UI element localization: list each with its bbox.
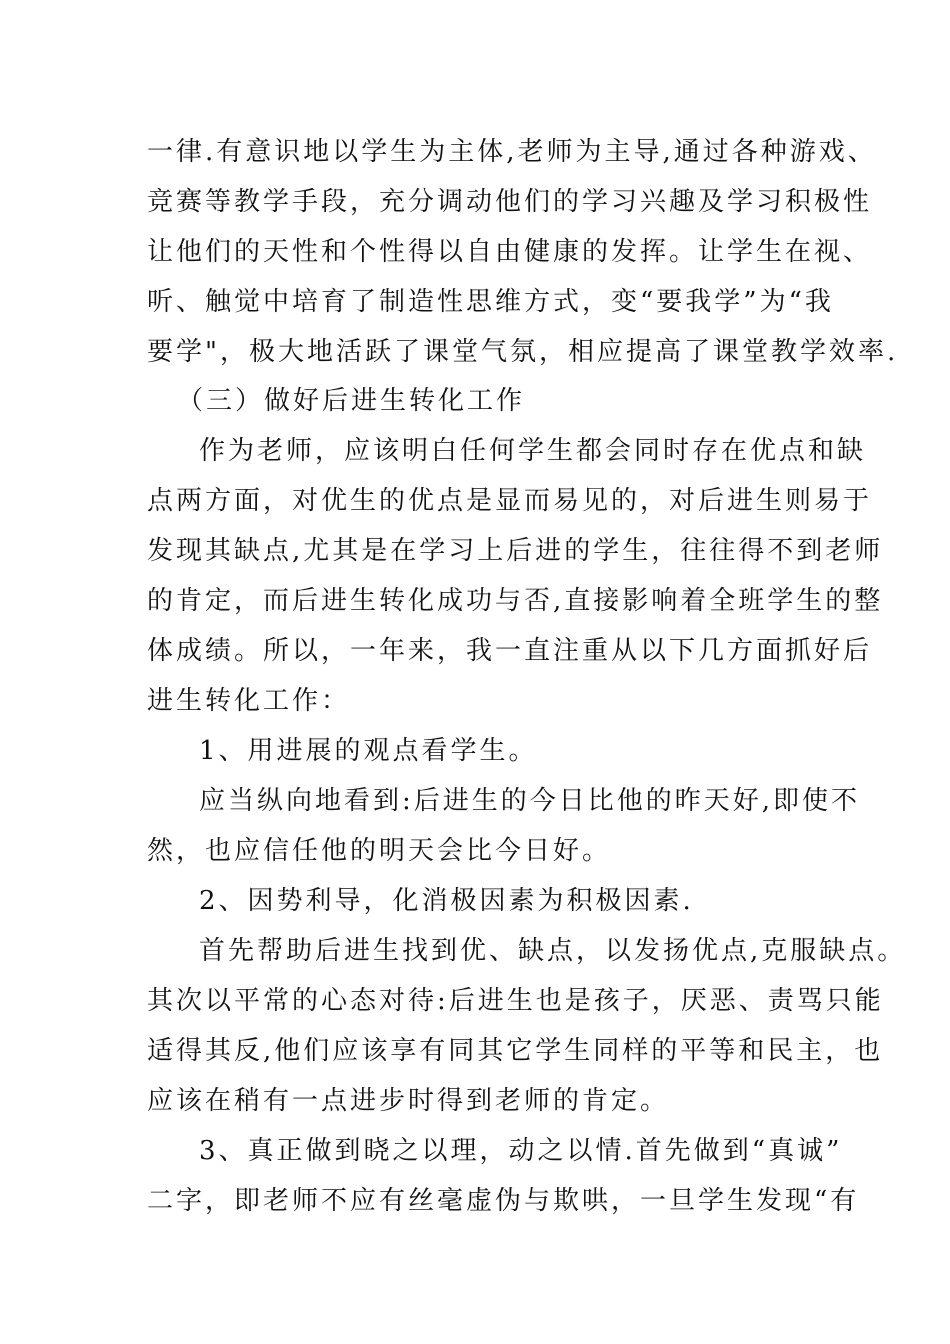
section-heading: （三）做好后进生转化工作 (177, 386, 526, 416)
paragraph-start: 作为老师，应该明白任何学生都会同时存在优点和缺 (199, 436, 867, 466)
text-line: 点两方面，对优生的优点是显而易见的，对后进生则易于 (147, 486, 873, 516)
text-line: 发现其缺点,尤其是在学习上后进的学生，往往得不到老师 (147, 536, 884, 566)
text-line: 进生转化工作： (147, 686, 351, 716)
text-line: 要学"，极大地活跃了课堂气氛，相应提高了课堂教学效率. (147, 337, 899, 367)
text-line: 一律.有意识地以学生为主体,老师为主导,通过各种游戏、 (147, 137, 877, 167)
text-line: 的肯定，而后进生转化成功与否,直接影响着全班学生的整 (147, 586, 884, 616)
text-line: 适得其反,他们应该享有同其它学生同样的平等和民主，也 (147, 1036, 884, 1066)
text-line: 让他们的天性和个性得以自由健康的发挥。让学生在视、 (147, 237, 873, 267)
list-item-heading: 1、用进展的观点看学生。 (199, 736, 538, 766)
text-line: 其次以平常的心态对待:后进生也是孩子，厌恶、责骂只能 (147, 986, 884, 1016)
text-line: 竞赛等教学手段，充分调动他们的学习兴趣及学习积极性 (147, 187, 873, 217)
text-line: 然，也应信任他的明天会比今日好。 (147, 836, 612, 866)
list-item-heading: 2、因势利导，化消极因素为积极因素. (199, 886, 694, 916)
list-item-heading: 3、真正做到晓之以理，动之以情.首先做到“真诚” (199, 1136, 843, 1166)
text-line: 二字，即老师不应有丝毫虚伪与欺哄，一旦学生发现“有 (147, 1186, 860, 1216)
text-line: 听、触觉中培育了制造性思维方式，变“要我学”为“我 (147, 287, 834, 317)
text-line: 体成绩。所以，一年来，我一直注重从以下几方面抓好后 (147, 636, 873, 666)
paragraph-start: 应当纵向地看到:后进生的今日比他的昨天好,即使不 (199, 786, 861, 816)
paragraph-start: 首先帮助后进生找到优、缺点，以发扬优点,克服缺点。 (199, 936, 907, 966)
text-line: 应该在稍有一点进步时得到老师的肯定。 (147, 1086, 670, 1116)
